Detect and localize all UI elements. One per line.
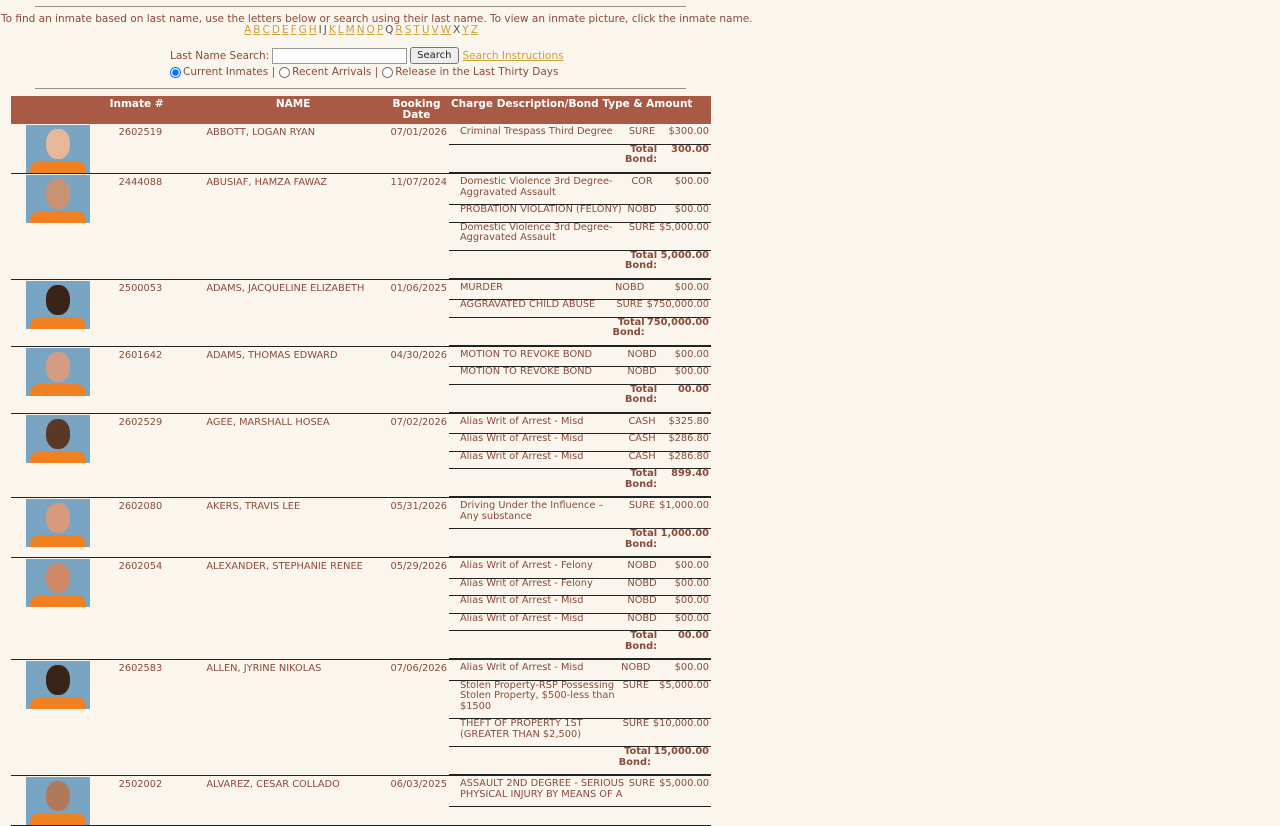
total-spacer: [449, 144, 625, 172]
charges-cell: [449, 279, 711, 346]
photo-cell: [11, 498, 108, 558]
photo-face: [46, 665, 70, 695]
bond-type: SURE: [613, 300, 647, 318]
release-thirty-days-label[interactable]: Release in the Last Thirty Days: [395, 66, 559, 78]
photo-face: [46, 129, 70, 159]
bond-type: SURE: [619, 719, 653, 747]
charge-row: [449, 501, 711, 529]
charges-cell: [449, 558, 711, 660]
release-thirty-days-radio[interactable]: [382, 67, 393, 78]
letter-m-link[interactable]: M: [345, 24, 355, 36]
table-row: [11, 124, 711, 174]
inmate-photo[interactable]: [26, 499, 90, 547]
charges-cell: [449, 174, 711, 280]
photo-face: [46, 352, 70, 382]
bond-amount: $00.00: [659, 578, 711, 596]
charge-row: [449, 350, 711, 367]
total-bond-label: Total Bond:: [625, 144, 659, 172]
bond-type: CASH: [625, 451, 659, 469]
mid-divider: [35, 88, 686, 89]
inmate-number: 2500053: [108, 279, 203, 346]
booking-date: 07/06/2026: [384, 660, 449, 776]
charge-row: [449, 578, 711, 596]
charges-table: [449, 283, 711, 346]
charge-row: [449, 561, 711, 578]
total-bond-amount: 300.00: [659, 144, 711, 172]
total-bond-row: [449, 469, 711, 497]
bond-amount: $286.80: [659, 434, 711, 452]
letter-index: [0, 24, 722, 36]
booking-date: 06/03/2025: [384, 776, 449, 826]
charge-description: Alias Writ of Arrest - Misd: [449, 417, 625, 434]
bond-type: NOBD: [625, 596, 659, 614]
inmate-photo[interactable]: [26, 281, 90, 329]
table-row: [11, 498, 711, 558]
bond-amount: $300.00: [659, 127, 711, 144]
charges-cell: [449, 124, 711, 174]
inmate-number: 2602054: [108, 558, 203, 660]
inmate-number: 2602529: [108, 413, 203, 498]
letter-g-link[interactable]: G: [298, 24, 307, 36]
bond-type: SURE: [625, 222, 659, 250]
last-name-search-input[interactable]: [272, 48, 407, 64]
bond-type: NOBD: [625, 350, 659, 367]
total-bond-label: Total Bond:: [625, 384, 659, 412]
letter-w-link[interactable]: W: [440, 24, 452, 36]
charge-description: Alias Writ of Arrest - Misd: [449, 613, 625, 631]
inmate-photo[interactable]: [26, 415, 90, 463]
inmate-name-link[interactable]: ABBOTT, LOGAN RYAN: [202, 124, 384, 174]
booking-date: 01/06/2025: [384, 279, 449, 346]
bond-type: CASH: [625, 417, 659, 434]
table-row: [11, 174, 711, 280]
photo-face: [46, 781, 70, 811]
charge-header: Charge Description/Bond Type & Amount: [449, 96, 711, 124]
charge-description: Stolen Property-RSP Possessing Stolen Property, $500-less than $1500: [449, 680, 619, 719]
inmate-name-link[interactable]: ADAMS, THOMAS EDWARD: [202, 346, 384, 413]
photo-shirt: [30, 317, 86, 329]
inmate-photo[interactable]: [26, 175, 90, 223]
inmate-name-link[interactable]: AKERS, TRAVIS LEE: [202, 498, 384, 558]
photo-cell: [11, 346, 108, 413]
charge-description: MOTION TO REVOKE BOND: [449, 350, 625, 367]
total-bond-label: Total Bond:: [613, 317, 647, 345]
photo-face: [46, 503, 70, 533]
letter-u-link[interactable]: U: [421, 24, 430, 36]
total-spacer: [449, 384, 625, 412]
letter-n-link[interactable]: N: [356, 24, 365, 36]
booking-date: 05/31/2026: [384, 498, 449, 558]
recent-arrivals-label[interactable]: Recent Arrivals |: [292, 66, 379, 78]
table-row: [11, 413, 711, 498]
total-bond-amount: 899.40: [659, 469, 711, 497]
charges-cell: [449, 498, 711, 558]
charges-cell: [449, 346, 711, 413]
charge-row: [449, 127, 711, 144]
bond-type: SURE: [625, 779, 659, 807]
inmate-photo[interactable]: [26, 661, 90, 709]
inmate-photo[interactable]: [26, 348, 90, 396]
bond-amount: $00.00: [659, 561, 711, 578]
booking-date-header: Booking Date: [384, 96, 449, 124]
inmate-name-link[interactable]: AGEE, MARSHALL HOSEA: [202, 413, 384, 498]
bond-amount: $00.00: [659, 613, 711, 631]
total-bond-row: [449, 250, 711, 278]
bond-amount: $325.80: [659, 417, 711, 434]
letter-l-link[interactable]: L: [337, 24, 344, 36]
intro-text: To find an inmate based on last name, use the letters below or search using their last name. To view an inmate picture, click the inmate name.: [1, 13, 753, 25]
inmate-name-link[interactable]: ALVAREZ, CESAR COLLADO: [202, 776, 384, 826]
charge-description: Domestic Violence 3rd Degree-Aggravated Assault: [449, 222, 625, 250]
total-bond-row: [449, 384, 711, 412]
charge-row: [449, 367, 711, 385]
search-button[interactable]: Search: [410, 47, 458, 64]
photo-face: [46, 285, 70, 315]
charges-table: [449, 779, 711, 807]
letter-d-link[interactable]: D: [271, 24, 280, 36]
letter-o-link[interactable]: O: [366, 24, 375, 36]
bond-amount: $10,000.00: [653, 719, 711, 747]
charges-table: [449, 350, 711, 413]
total-bond-amount: 15,000.00: [653, 747, 711, 775]
letter-r-link[interactable]: R: [395, 24, 403, 36]
charges-table: [449, 501, 711, 557]
charge-row: [449, 613, 711, 631]
charge-description: ASSAULT 2ND DEGREE - SERIOUS PHYSICAL INJURY BY MEANS OF A: [449, 779, 625, 807]
letter-i: I: [318, 24, 322, 36]
total-bond-row: [449, 317, 711, 345]
charge-description: Driving Under the Influence – Any substance: [449, 501, 625, 529]
photo-header: [11, 96, 108, 124]
photo-shirt: [30, 211, 86, 223]
total-bond-amount: 750,000.00: [647, 317, 711, 345]
photo-shirt: [30, 697, 86, 709]
inmate-name-link[interactable]: ALLEN, JYRINE NIKOLAS: [202, 660, 384, 776]
photo-shirt: [30, 161, 86, 173]
charge-description: THEFT OF PROPERTY 1ST (GREATER THAN $2,500): [449, 719, 619, 747]
letter-c-link[interactable]: C: [262, 24, 270, 36]
table-row: [11, 660, 711, 776]
total-spacer: [449, 631, 625, 659]
bond-amount: $5,000.00: [659, 779, 711, 807]
photo-shirt: [30, 384, 86, 396]
bond-type: SURE: [625, 501, 659, 529]
charge-row: [449, 451, 711, 469]
recent-arrivals-radio[interactable]: [279, 67, 290, 78]
total-bond-amount: 1,000.00: [659, 529, 711, 557]
charge-description: Alias Writ of Arrest - Misd: [449, 596, 625, 614]
letter-k-link[interactable]: K: [328, 24, 336, 36]
bond-type: NOBD: [625, 367, 659, 385]
charges-cell: [449, 776, 711, 826]
total-bond-amount: 00.00: [659, 631, 711, 659]
photo-cell: [11, 558, 108, 660]
photo-face: [46, 563, 70, 593]
inmate-photo[interactable]: [26, 777, 90, 825]
bond-amount: $00.00: [659, 596, 711, 614]
photo-shirt: [30, 813, 86, 825]
bond-amount: $00.00: [653, 663, 711, 680]
charge-description: Alias Writ of Arrest - Felony: [449, 561, 625, 578]
search-row: [170, 47, 564, 64]
letter-j: J: [323, 24, 327, 36]
charge-row: [449, 663, 711, 680]
photo-face: [46, 419, 70, 449]
total-bond-label: Total Bond:: [625, 529, 659, 557]
bond-type: NOBD: [625, 578, 659, 596]
photo-shirt: [30, 451, 86, 463]
inmate-photo[interactable]: [26, 125, 90, 173]
letter-e-link[interactable]: E: [281, 24, 289, 36]
bond-type: SURE: [625, 127, 659, 144]
bond-amount: $00.00: [647, 283, 711, 300]
charge-row: [449, 779, 711, 807]
bond-type: NOBD: [619, 663, 653, 680]
bond-amount: $286.80: [659, 451, 711, 469]
photo-face: [46, 179, 70, 209]
photo-cell: [11, 660, 108, 776]
bond-amount: $5,000.00: [653, 680, 711, 719]
charges-table: [449, 127, 711, 173]
total-bond-amount: 00.00: [659, 384, 711, 412]
bond-type: NOBD: [625, 205, 659, 223]
total-bond-label: Total Bond:: [625, 250, 659, 278]
charges-table: [449, 417, 711, 498]
letter-z-link[interactable]: Z: [470, 24, 478, 36]
photo-shirt: [30, 535, 86, 547]
total-bond-row: [449, 529, 711, 557]
inmate-number-header: Inmate #: [108, 96, 203, 124]
current-inmates-radio[interactable]: [170, 67, 181, 78]
photo-cell: [11, 174, 108, 280]
letter-y-link[interactable]: Y: [462, 24, 469, 36]
inmate-number: 2502002: [108, 776, 203, 826]
search-label: Last Name Search:: [170, 49, 270, 62]
letter-f-link[interactable]: F: [290, 24, 297, 36]
bond-amount: $750,000.00: [647, 300, 711, 318]
letter-p-link[interactable]: P: [376, 24, 384, 36]
name-header: NAME: [202, 96, 384, 124]
inmate-photo[interactable]: [26, 559, 90, 607]
top-divider: [35, 6, 686, 7]
table-row: [11, 776, 711, 826]
charge-row: [449, 222, 711, 250]
charges-table: [449, 177, 711, 279]
charges-table: [449, 663, 711, 775]
bond-type: COR: [625, 177, 659, 205]
total-spacer: [449, 529, 625, 557]
bond-amount: $1,000.00: [659, 501, 711, 529]
charge-description: AGGRAVATED CHILD ABUSE: [449, 300, 613, 318]
letter-t-link[interactable]: T: [413, 24, 420, 36]
inmate-table: [11, 96, 711, 826]
charge-row: [449, 417, 711, 434]
total-spacer: [449, 250, 625, 278]
bond-amount: $00.00: [659, 367, 711, 385]
total-bond-label: Total Bond:: [619, 747, 653, 775]
letter-b-link[interactable]: B: [253, 24, 261, 36]
charge-description: Alias Writ of Arrest - Misd: [449, 451, 625, 469]
total-spacer: [449, 469, 625, 497]
booking-date: 05/29/2026: [384, 558, 449, 660]
charge-description: PROBATION VIOLATION (FELONY): [449, 205, 625, 223]
booking-date: 04/30/2026: [384, 346, 449, 413]
letter-x: X: [453, 24, 461, 36]
search-instructions-link[interactable]: Search Instructions: [462, 49, 564, 62]
booking-date: 11/07/2024: [384, 174, 449, 280]
letter-h-link[interactable]: H: [308, 24, 317, 36]
charge-row: [449, 680, 711, 719]
total-bond-row: [449, 144, 711, 172]
booking-date: 07/02/2026: [384, 413, 449, 498]
letter-s-link[interactable]: S: [404, 24, 412, 36]
total-bond-amount: 5,000.00: [659, 250, 711, 278]
letter-q: Q: [385, 24, 394, 36]
total-spacer: [449, 747, 619, 775]
photo-cell: [11, 776, 108, 826]
inmate-name-link[interactable]: ADAMS, JACQUELINE ELIZABETH: [202, 279, 384, 346]
photo-cell: [11, 124, 108, 174]
charge-description: Alias Writ of Arrest - Felony: [449, 578, 625, 596]
bond-amount: $00.00: [659, 205, 711, 223]
charges-cell: [449, 660, 711, 776]
photo-shirt: [30, 595, 86, 607]
bond-type: NOBD: [625, 613, 659, 631]
charge-description: Alias Writ of Arrest - Misd: [449, 434, 625, 452]
inmate-name-link[interactable]: ALEXANDER, STEPHANIE RENEE: [202, 558, 384, 660]
charge-description: MOTION TO REVOKE BOND: [449, 367, 625, 385]
charge-description: Domestic Violence 3rd Degree-Aggravated Assault: [449, 177, 625, 205]
table-row: [11, 346, 711, 413]
total-spacer: [449, 317, 613, 345]
filter-radios: [168, 66, 560, 78]
booking-date: 07/01/2026: [384, 124, 449, 174]
table-row: [11, 558, 711, 660]
bond-type: CASH: [625, 434, 659, 452]
total-bond-label: Total Bond:: [625, 469, 659, 497]
inmate-number: 2444088: [108, 174, 203, 280]
charge-row: [449, 719, 711, 747]
charge-row: [449, 300, 711, 318]
bond-amount: $00.00: [659, 177, 711, 205]
letter-v-link[interactable]: V: [431, 24, 439, 36]
charge-description: Alias Writ of Arrest - Misd: [449, 663, 619, 680]
charge-description: MURDER: [449, 283, 613, 300]
charges-cell: [449, 413, 711, 498]
inmate-number: 2602080: [108, 498, 203, 558]
charge-row: [449, 177, 711, 205]
bond-type: NOBD: [613, 283, 647, 300]
current-inmates-label[interactable]: Current Inmates |: [183, 66, 276, 78]
charge-row: [449, 596, 711, 614]
table-row: [11, 279, 711, 346]
photo-cell: [11, 413, 108, 498]
inmate-number: 2601642: [108, 346, 203, 413]
charge-row: [449, 205, 711, 223]
charge-row: [449, 434, 711, 452]
bond-amount: $00.00: [659, 350, 711, 367]
inmate-number: 2602519: [108, 124, 203, 174]
bond-amount: $5,000.00: [659, 222, 711, 250]
charge-row: [449, 283, 711, 300]
photo-cell: [11, 279, 108, 346]
charges-table: [449, 561, 711, 659]
inmate-number: 2602583: [108, 660, 203, 776]
letter-a-link[interactable]: A: [244, 24, 252, 36]
total-bond-row: [449, 631, 711, 659]
total-bond-label: Total Bond:: [625, 631, 659, 659]
charge-description: Criminal Trespass Third Degree: [449, 127, 625, 144]
table-header-row: [11, 96, 711, 124]
bond-type: NOBD: [625, 561, 659, 578]
bond-type: SURE: [619, 680, 653, 719]
inmate-name-link[interactable]: ABUSIAF, HAMZA FAWAZ: [202, 174, 384, 280]
total-bond-row: [449, 747, 711, 775]
